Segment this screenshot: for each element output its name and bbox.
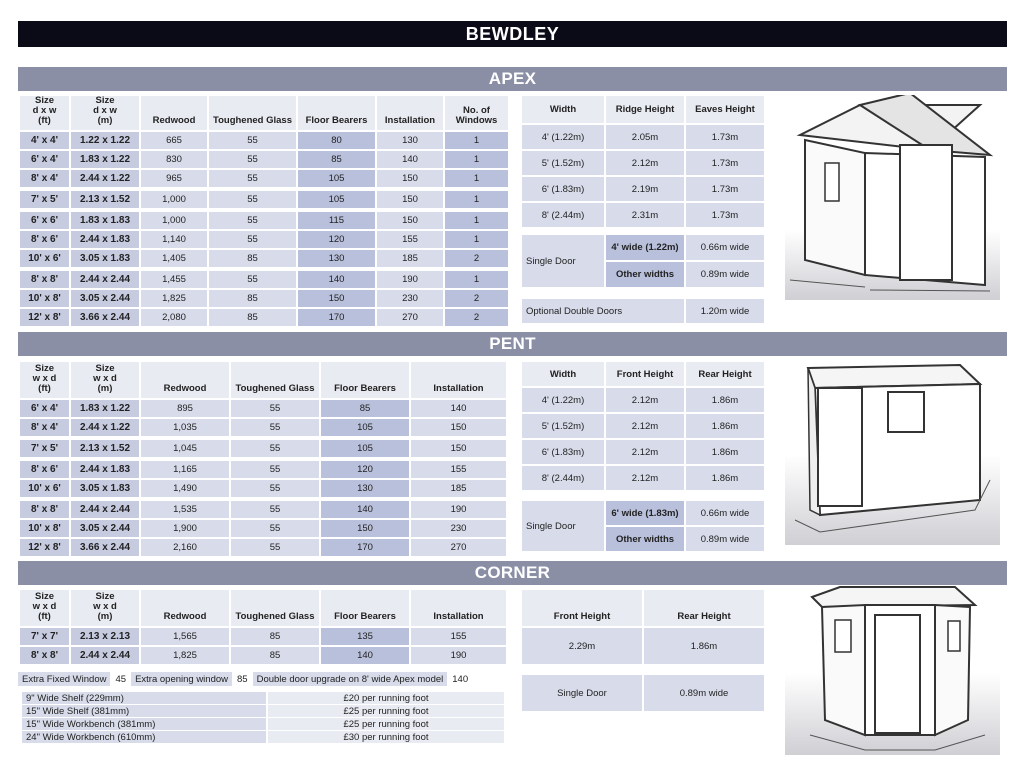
cell-m: 3.05 x 2.44 — [71, 520, 139, 537]
dim-header-rear: Rear Height — [644, 590, 764, 626]
dim-header-front: Front Height — [606, 362, 684, 386]
cell-install: 270 — [411, 539, 506, 556]
extra-fixed-window-price: 45 — [110, 672, 131, 686]
cell-windows: 2 — [445, 309, 508, 326]
pent-dimensions-table — [520, 360, 766, 492]
dim-width: 6' (1.83m) — [522, 440, 604, 464]
header-size-ft: Size w x d (ft) — [20, 590, 69, 626]
header-bearers: Floor Bearers — [321, 362, 409, 398]
dim-front: 2.29m — [522, 628, 642, 664]
cell-glass: 55 — [231, 501, 319, 518]
cell-install: 190 — [411, 501, 506, 518]
cell-windows: 1 — [445, 132, 508, 149]
door-width: 0.66m wide — [686, 501, 764, 525]
cell-windows: 2 — [445, 250, 508, 267]
table-row — [20, 132, 508, 149]
double-door-upgrade-price: 140 — [447, 672, 473, 686]
double-door-upgrade-label: Double door upgrade on 8' wide Apex model — [253, 672, 448, 686]
cell-windows: 1 — [445, 151, 508, 168]
cell-glass: 55 — [231, 461, 319, 478]
table-row — [20, 212, 508, 229]
cell-ft: 6' x 6' — [20, 212, 69, 229]
cell-bearers: 140 — [321, 501, 409, 518]
table-row — [20, 480, 506, 497]
cell-install: 130 — [377, 132, 443, 149]
table-row — [20, 520, 506, 537]
page-title: BEWDLEY — [18, 21, 1007, 47]
cell-glass: 55 — [231, 480, 319, 497]
dim-eaves: 1.73m — [686, 151, 764, 175]
cell-m: 3.05 x 1.83 — [71, 480, 139, 497]
table-row — [20, 440, 506, 457]
cell-install: 150 — [411, 440, 506, 457]
door-label: Single Door — [522, 675, 642, 711]
cell-bearers: 130 — [321, 480, 409, 497]
cell-bearers: 130 — [298, 250, 375, 267]
table-row — [20, 419, 506, 436]
cell-windows: 2 — [445, 290, 508, 307]
cell-m: 3.66 x 2.44 — [71, 309, 139, 326]
cell-redwood: 895 — [141, 400, 229, 417]
table-row — [20, 290, 508, 307]
header-redwood: Redwood — [141, 590, 229, 626]
cell-install: 270 — [377, 309, 443, 326]
cell-redwood: 965 — [141, 170, 207, 187]
pent-door-table — [520, 499, 766, 553]
cell-m: 3.66 x 2.44 — [71, 539, 139, 556]
cell-install: 150 — [377, 191, 443, 208]
table-row — [20, 400, 506, 417]
cell-ft: 4' x 4' — [20, 132, 69, 149]
cell-ft: 10' x 6' — [20, 250, 69, 267]
dim-width: 8' (2.44m) — [522, 203, 604, 227]
apex-shed-illustration — [780, 95, 1005, 300]
cell-glass: 55 — [231, 440, 319, 457]
cell-install: 190 — [377, 271, 443, 288]
pent-section-title: PENT — [18, 332, 1007, 356]
door-label: Single Door — [522, 235, 604, 287]
header-glass: Toughened Glass — [209, 96, 296, 130]
dim-eaves: 1.73m — [686, 125, 764, 149]
header-glass: Toughened Glass — [231, 590, 319, 626]
cell-bearers: 85 — [321, 400, 409, 417]
dim-rear: 1.86m — [686, 388, 764, 412]
dim-front: 2.12m — [606, 466, 684, 490]
corner-dimensions-table — [520, 588, 766, 666]
cell-m: 2.13 x 2.13 — [71, 628, 139, 645]
cell-glass: 55 — [231, 400, 319, 417]
header-glass: Toughened Glass — [231, 362, 319, 398]
cell-redwood: 2,080 — [141, 309, 207, 326]
door-width: 0.89m wide — [686, 262, 764, 287]
corner-price-table — [18, 588, 508, 666]
door-option: Other widths — [606, 262, 684, 287]
cell-install: 155 — [411, 461, 506, 478]
door-option: Other widths — [606, 527, 684, 551]
cell-bearers: 150 — [298, 290, 375, 307]
dim-eaves: 1.73m — [686, 203, 764, 227]
cell-glass: 55 — [209, 151, 296, 168]
dim-rear: 1.86m — [686, 466, 764, 490]
cell-bearers: 140 — [298, 271, 375, 288]
cell-install: 230 — [377, 290, 443, 307]
cell-ft: 12' x 8' — [20, 539, 69, 556]
cell-bearers: 105 — [298, 170, 375, 187]
shelves-table — [20, 691, 506, 744]
header-windows: No. of Windows — [445, 96, 508, 130]
door-label: Single Door — [522, 501, 604, 551]
cell-ft: 6' x 4' — [20, 151, 69, 168]
dim-header-eaves: Eaves Height — [686, 96, 764, 123]
cell-bearers: 150 — [321, 520, 409, 537]
table-row — [20, 309, 508, 326]
table-row — [20, 151, 508, 168]
header-size-ft: Size d x w (ft) — [20, 96, 69, 130]
cell-windows: 1 — [445, 271, 508, 288]
cell-install: 155 — [377, 231, 443, 248]
cell-m: 1.83 x 1.22 — [71, 151, 139, 168]
pent-price-table — [18, 360, 508, 558]
cell-ft: 7' x 5' — [20, 191, 69, 208]
cell-redwood: 1,000 — [141, 212, 207, 229]
cell-redwood: 1,045 — [141, 440, 229, 457]
dim-ridge: 2.12m — [606, 151, 684, 175]
cell-bearers: 80 — [298, 132, 375, 149]
cell-redwood: 1,565 — [141, 628, 229, 645]
pent-shed-illustration — [780, 360, 1005, 545]
table-row — [20, 501, 506, 518]
header-installation: Installation — [411, 590, 506, 626]
shelf-price: £20 per running foot — [268, 692, 504, 704]
apex-double-door-table — [520, 297, 766, 325]
cell-m: 2.44 x 1.22 — [71, 170, 139, 187]
dim-eaves: 1.73m — [686, 177, 764, 201]
cell-m: 3.05 x 2.44 — [71, 290, 139, 307]
cell-redwood: 1,035 — [141, 419, 229, 436]
cell-redwood: 1,490 — [141, 480, 229, 497]
dim-front: 2.12m — [606, 414, 684, 438]
corner-shed-illustration — [780, 585, 1005, 755]
dim-ridge: 2.31m — [606, 203, 684, 227]
extra-opening-window-label: Extra opening window — [131, 672, 232, 686]
dim-width: 5' (1.52m) — [522, 414, 604, 438]
dim-width: 6' (1.83m) — [522, 177, 604, 201]
table-row — [20, 271, 508, 288]
header-bearers: Floor Bearers — [298, 96, 375, 130]
header-installation: Installation — [411, 362, 506, 398]
table-row — [20, 170, 508, 187]
cell-install: 150 — [411, 419, 506, 436]
cell-m: 1.83 x 1.83 — [71, 212, 139, 229]
shelf-price: £25 per running foot — [268, 705, 504, 717]
cell-glass: 55 — [231, 419, 319, 436]
cell-m: 1.83 x 1.22 — [71, 400, 139, 417]
list-item — [22, 718, 504, 730]
cell-install: 185 — [377, 250, 443, 267]
cell-m: 2.44 x 1.83 — [71, 461, 139, 478]
header-installation: Installation — [377, 96, 443, 130]
apex-dimensions-table — [520, 94, 766, 229]
dim-ridge: 2.05m — [606, 125, 684, 149]
cell-ft: 12' x 8' — [20, 309, 69, 326]
cell-redwood: 1,825 — [141, 647, 229, 664]
cell-glass: 55 — [209, 170, 296, 187]
cell-install: 230 — [411, 520, 506, 537]
cell-bearers: 105 — [321, 440, 409, 457]
cell-glass: 85 — [231, 628, 319, 645]
extra-opening-window-price: 85 — [232, 672, 253, 686]
double-door-label: Optional Double Doors — [522, 299, 684, 323]
cell-install: 150 — [377, 212, 443, 229]
apex-door-table — [520, 233, 766, 289]
cell-redwood: 1,455 — [141, 271, 207, 288]
cell-m: 2.44 x 1.22 — [71, 419, 139, 436]
cell-glass: 85 — [209, 309, 296, 326]
dim-rear: 1.86m — [686, 440, 764, 464]
cell-m: 2.13 x 1.52 — [71, 440, 139, 457]
cell-m: 1.22 x 1.22 — [71, 132, 139, 149]
list-item — [22, 705, 504, 717]
cell-m: 2.44 x 2.44 — [71, 271, 139, 288]
cell-glass: 55 — [209, 271, 296, 288]
table-row — [20, 539, 506, 556]
cell-windows: 1 — [445, 212, 508, 229]
cell-ft: 8' x 8' — [20, 647, 69, 664]
cell-bearers: 120 — [298, 231, 375, 248]
shelf-label: 24" Wide Workbench (610mm) — [22, 731, 266, 743]
shelf-label: 15" Wide Shelf (381mm) — [22, 705, 266, 717]
cell-glass: 55 — [231, 520, 319, 537]
dim-header-front: Front Height — [522, 590, 642, 626]
extras-strip — [18, 672, 504, 686]
cell-bearers: 170 — [298, 309, 375, 326]
list-item — [22, 731, 504, 743]
shelf-label: 9" Wide Shelf (229mm) — [22, 692, 266, 704]
corner-section-title: CORNER — [18, 561, 1007, 585]
cell-ft: 7' x 7' — [20, 628, 69, 645]
shelf-price: £30 per running foot — [268, 731, 504, 743]
dim-front: 2.12m — [606, 440, 684, 464]
extra-fixed-window-label: Extra Fixed Window — [18, 672, 110, 686]
cell-windows: 1 — [445, 170, 508, 187]
cell-glass: 85 — [209, 250, 296, 267]
cell-redwood: 1,405 — [141, 250, 207, 267]
corner-door-table — [520, 673, 766, 713]
header-size-ft: Size w x d (ft) — [20, 362, 69, 398]
dim-width: 8' (2.44m) — [522, 466, 604, 490]
dim-header-width: Width — [522, 96, 604, 123]
header-size-m: Size w x d (m) — [71, 590, 139, 626]
cell-ft: 8' x 6' — [20, 231, 69, 248]
cell-ft: 10' x 8' — [20, 290, 69, 307]
dim-front: 2.12m — [606, 388, 684, 412]
cell-glass: 55 — [231, 539, 319, 556]
cell-install: 190 — [411, 647, 506, 664]
cell-bearers: 115 — [298, 212, 375, 229]
cell-windows: 1 — [445, 231, 508, 248]
cell-m: 2.44 x 2.44 — [71, 501, 139, 518]
dim-width: 4' (1.22m) — [522, 125, 604, 149]
cell-bearers: 105 — [321, 419, 409, 436]
cell-bearers: 120 — [321, 461, 409, 478]
table-row — [20, 647, 506, 664]
cell-ft: 7' x 5' — [20, 440, 69, 457]
cell-glass: 85 — [231, 647, 319, 664]
cell-ft: 10' x 6' — [20, 480, 69, 497]
cell-redwood: 1,535 — [141, 501, 229, 518]
cell-m: 3.05 x 1.83 — [71, 250, 139, 267]
cell-glass: 55 — [209, 191, 296, 208]
table-row — [20, 191, 508, 208]
cell-m: 2.13 x 1.52 — [71, 191, 139, 208]
cell-glass: 55 — [209, 132, 296, 149]
cell-install: 185 — [411, 480, 506, 497]
dim-ridge: 2.19m — [606, 177, 684, 201]
header-size-m: Size w x d (m) — [71, 362, 139, 398]
cell-m: 2.44 x 1.83 — [71, 231, 139, 248]
door-width: 0.66m wide — [686, 235, 764, 260]
cell-bearers: 140 — [321, 647, 409, 664]
door-option: 6' wide (1.83m) — [606, 501, 684, 525]
table-row — [20, 250, 508, 267]
header-bearers: Floor Bearers — [321, 590, 409, 626]
apex-section-title: APEX — [18, 67, 1007, 91]
apex-price-table — [18, 94, 510, 328]
cell-ft: 8' x 4' — [20, 170, 69, 187]
cell-redwood: 1,825 — [141, 290, 207, 307]
header-redwood: Redwood — [141, 362, 229, 398]
shelf-price: £25 per running foot — [268, 718, 504, 730]
door-width: 0.89m wide — [686, 527, 764, 551]
cell-redwood: 665 — [141, 132, 207, 149]
header-redwood: Redwood — [141, 96, 207, 130]
header-size-m: Size d x w (m) — [71, 96, 139, 130]
cell-ft: 6' x 4' — [20, 400, 69, 417]
dim-header-ridge: Ridge Height — [606, 96, 684, 123]
dim-header-width: Width — [522, 362, 604, 386]
cell-bearers: 105 — [298, 191, 375, 208]
dim-rear: 1.86m — [686, 414, 764, 438]
cell-redwood: 1,000 — [141, 191, 207, 208]
cell-redwood: 830 — [141, 151, 207, 168]
table-row — [20, 628, 506, 645]
shelf-label: 15" Wide Workbench (381mm) — [22, 718, 266, 730]
cell-ft: 8' x 4' — [20, 419, 69, 436]
cell-windows: 1 — [445, 191, 508, 208]
cell-ft: 10' x 8' — [20, 520, 69, 537]
cell-redwood: 1,165 — [141, 461, 229, 478]
cell-glass: 55 — [209, 231, 296, 248]
cell-bearers: 85 — [298, 151, 375, 168]
table-row — [20, 461, 506, 478]
list-item — [22, 692, 504, 704]
cell-redwood: 1,140 — [141, 231, 207, 248]
cell-ft: 8' x 8' — [20, 271, 69, 288]
cell-install: 155 — [411, 628, 506, 645]
dim-header-rear: Rear Height — [686, 362, 764, 386]
door-option: 4' wide (1.22m) — [606, 235, 684, 260]
cell-glass: 55 — [209, 212, 296, 229]
dim-width: 5' (1.52m) — [522, 151, 604, 175]
cell-redwood: 2,160 — [141, 539, 229, 556]
double-door-width: 1.20m wide — [686, 299, 764, 323]
cell-install: 150 — [377, 170, 443, 187]
cell-m: 2.44 x 2.44 — [71, 647, 139, 664]
dim-rear: 1.86m — [644, 628, 764, 664]
door-width: 0.89m wide — [644, 675, 764, 711]
dim-width: 4' (1.22m) — [522, 388, 604, 412]
cell-ft: 8' x 8' — [20, 501, 69, 518]
cell-redwood: 1,900 — [141, 520, 229, 537]
cell-bearers: 135 — [321, 628, 409, 645]
cell-install: 140 — [411, 400, 506, 417]
cell-glass: 85 — [209, 290, 296, 307]
cell-install: 140 — [377, 151, 443, 168]
cell-bearers: 170 — [321, 539, 409, 556]
cell-ft: 8' x 6' — [20, 461, 69, 478]
table-row — [20, 231, 508, 248]
